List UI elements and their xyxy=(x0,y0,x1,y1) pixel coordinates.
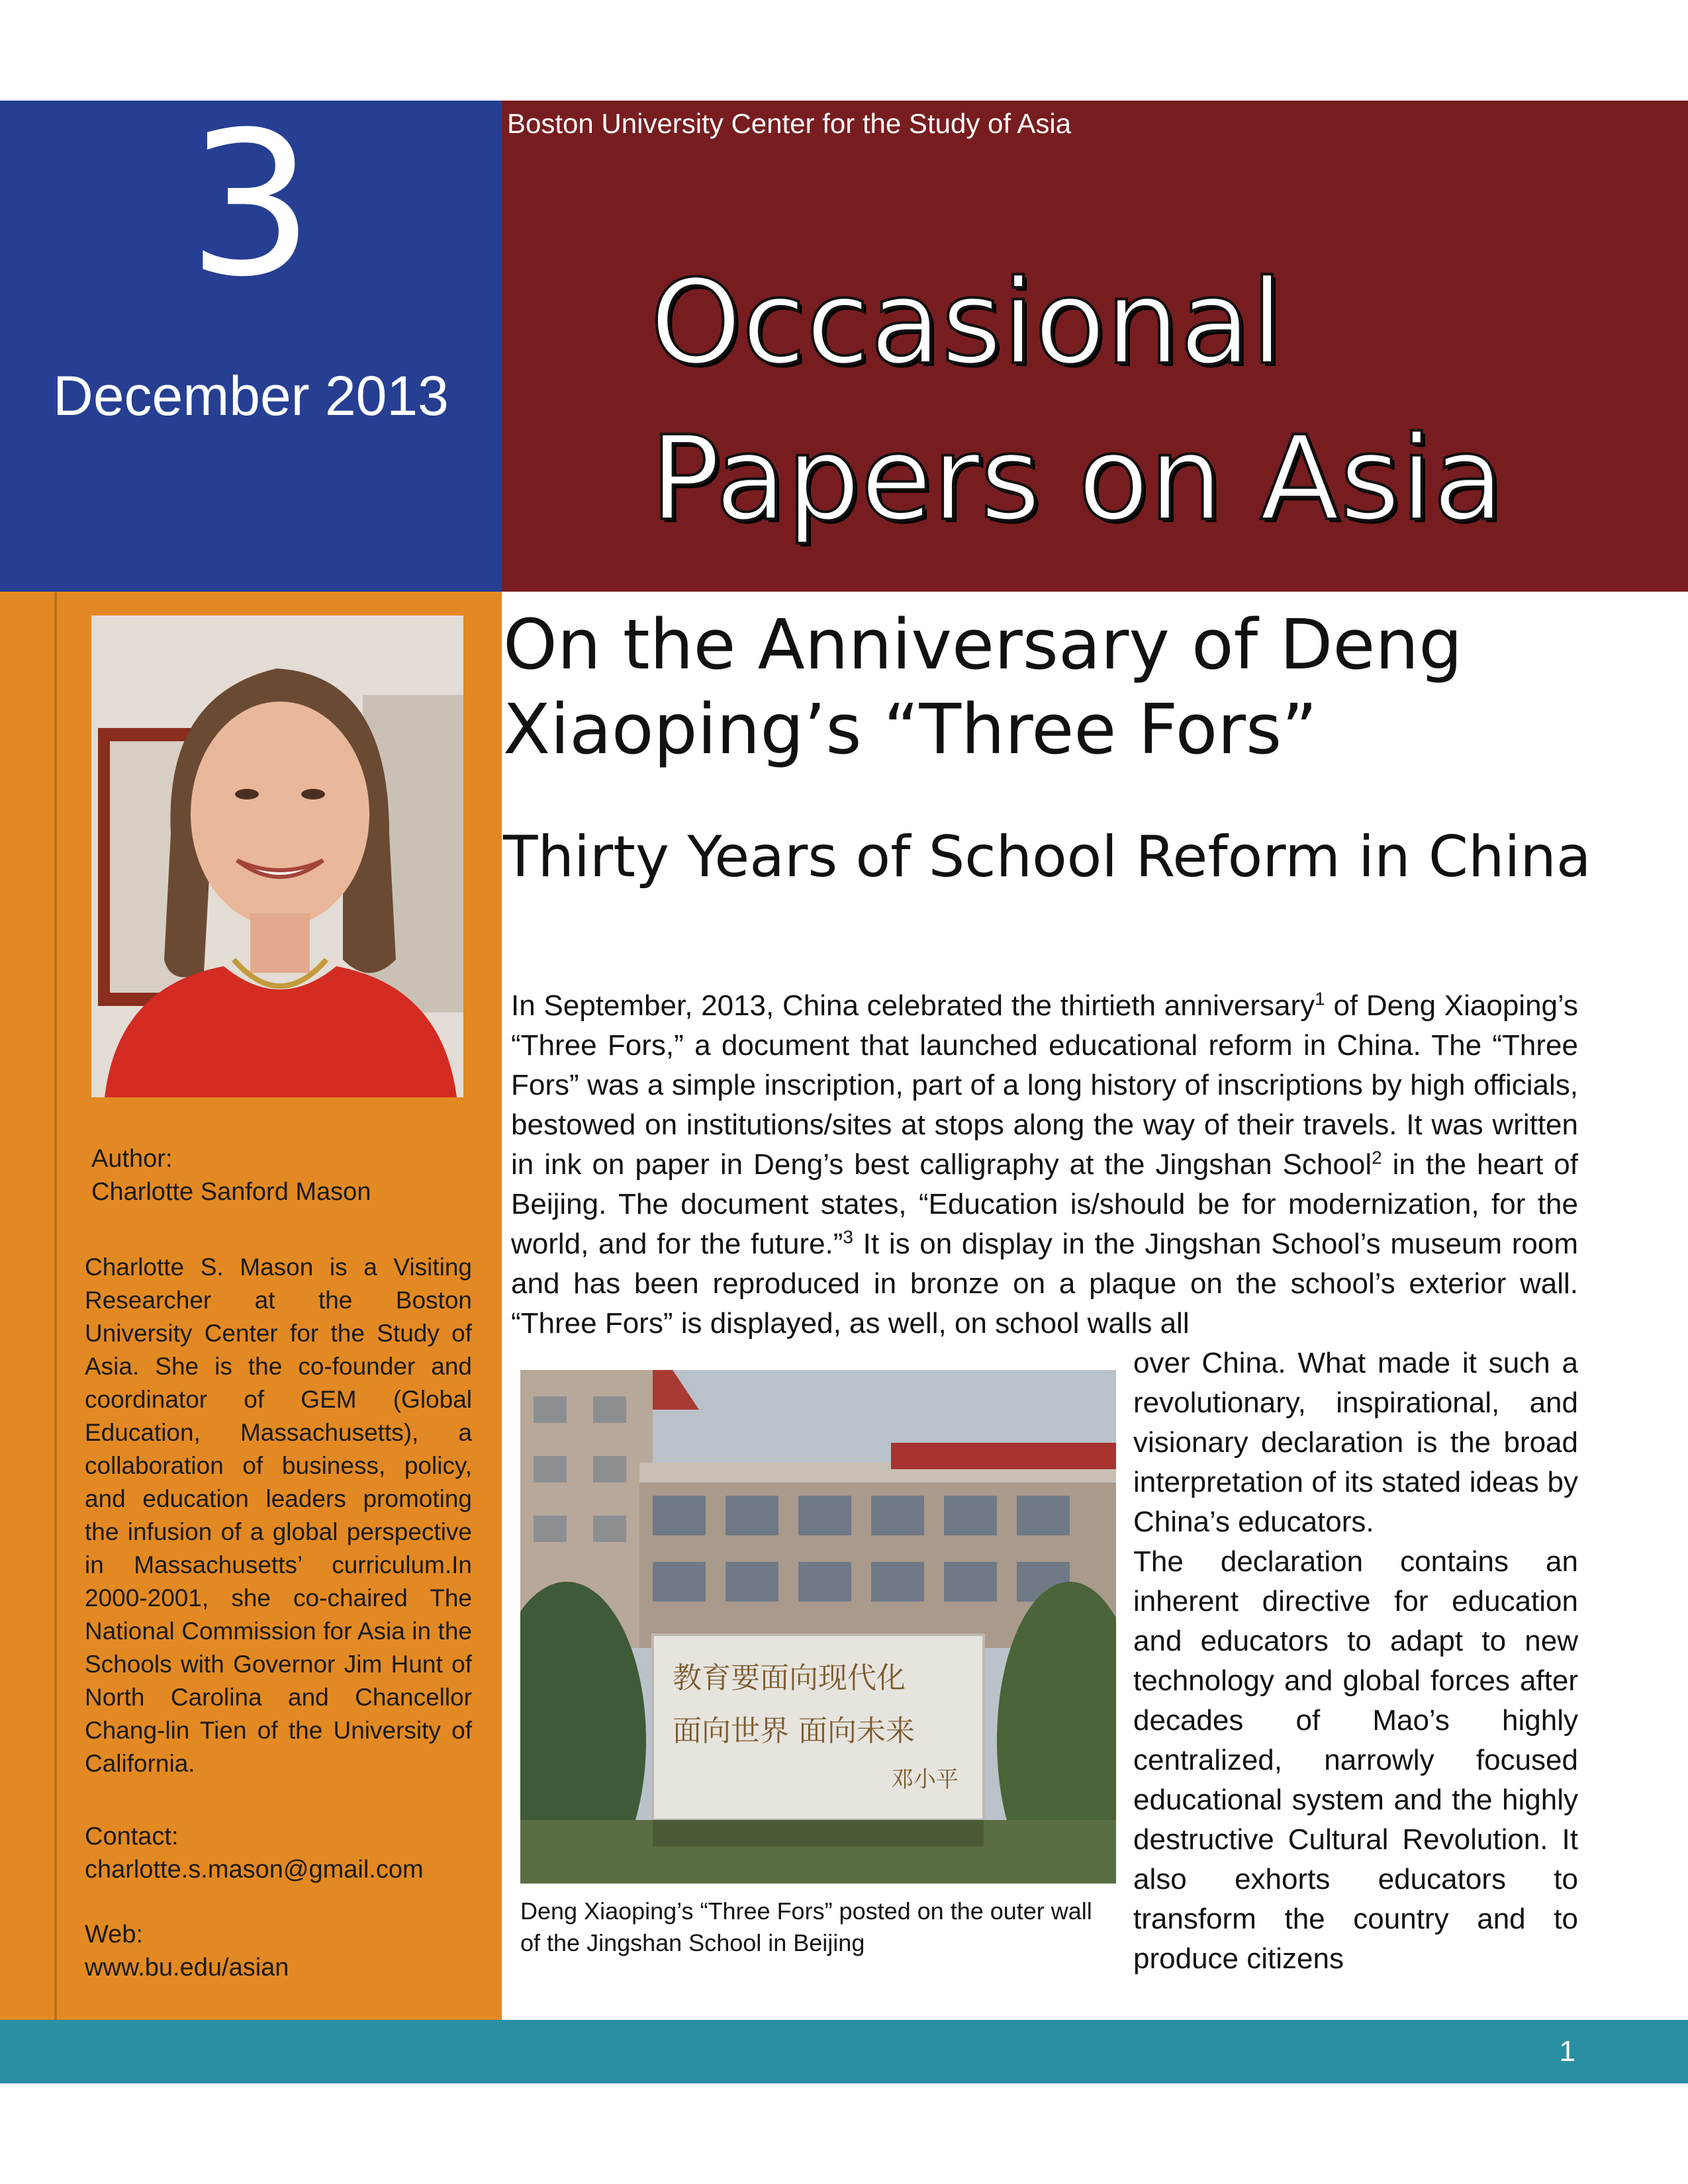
school-wall-photo xyxy=(520,1370,1116,1884)
website-link[interactable]: www.bu.edu/asian xyxy=(85,1954,289,1981)
author-photo xyxy=(91,615,463,1097)
body-paragraph xyxy=(511,986,1578,1343)
author-label: Author: xyxy=(91,1145,173,1173)
series-title: Occasional Papers on Asia xyxy=(650,255,1505,547)
author-name: Charlotte Sanford Mason xyxy=(91,1178,371,1206)
organization-name: Boston University Center for the Study of Asia xyxy=(507,108,1072,139)
footnote-marker[interactable]: 2 xyxy=(1372,1147,1382,1168)
sidebar-divider xyxy=(54,592,57,2020)
svg-text:面向世界 面向未来: 面向世界 面向未来 xyxy=(673,1714,915,1748)
footnote-marker[interactable]: 1 xyxy=(1315,988,1325,1009)
paragraph-text: In September, 2013, China celebrated the thirtieth anniversary xyxy=(511,989,1315,1022)
issue-number: 3 xyxy=(187,89,314,320)
svg-text:教育要面向现代化: 教育要面向现代化 xyxy=(673,1661,906,1695)
footnote-marker[interactable]: 3 xyxy=(843,1226,853,1248)
issue-date: December 2013 xyxy=(53,365,449,427)
paragraph-text: It is on display in the Jingshan School’s museum room and has been reproduced in bronze on a plaque on the school’s exterior wall. “Three Fors” is displayed, as well, on school walls all xyxy=(511,1228,1578,1340)
article-subtitle: Thirty Years of School Reform in China xyxy=(503,824,1591,890)
figure-caption: Deng Xiaoping’s “Three Fors” posted on the outer wall of the Jingshan School in Beijing xyxy=(520,1897,1092,1956)
svg-text:邓小平: 邓小平 xyxy=(891,1766,959,1793)
paragraph-text: of Deng Xiaoping’s “Three Fors,” a document that launched educational reform in China. The “Three Fors” was a simple inscription, part of a long history of inscriptions by high officials, bestowed on institutions/sites at stops along the way of their travels. It was written in ink on paper in Deng’s best calligraphy at the Jingshan School xyxy=(511,989,1578,1181)
body-paragraph-continued: over China. What made it such a revolutionary, inspirational, and visionary declaration is the broad interpretation of its stated ideas by China’s educators. xyxy=(1133,1347,1578,1538)
author-bio: Charlotte S. Mason is a Visiting Researcher at the Boston University Center for the Study of Asia. She is the co-founder and coordinator of GEM (Global Education, Massachusetts), a collaboration of business, policy, and education leaders promoting the infusion of a global perspective in Massachusetts’ curriculum.In 2000-2001, she co-chaired The National Commission for Asia in the Schools with Governor Jim Hunt of North Carolina and Chancellor Chang-lin Tien of the University of California. xyxy=(85,1253,472,1777)
contact-email-link[interactable]: charlotte.s.mason@gmail.com xyxy=(85,1856,424,1884)
body-paragraph: The declaration contains an inherent directive for education and educators to adapt to new technology and global forces after decades of Mao’s highly centralized, narrowly focused educational system and the highly destructive Cultural Revolution. It also exhorts educators to transform the country and to produce citizens xyxy=(1133,1545,1578,1975)
footer-bar xyxy=(0,2020,1688,2083)
page-number: 1 xyxy=(1559,2035,1575,2068)
article-title: On the Anniversary of Deng Xiaoping’s “Three Fors” xyxy=(503,604,1463,770)
web-label: Web: xyxy=(85,1921,144,1948)
contact-label: Contact: xyxy=(85,1823,179,1850)
paragraph-text: in the heart of Beijing. The document states, “Education is/should be for modernization, for the world, and for the future.” xyxy=(511,1148,1578,1260)
